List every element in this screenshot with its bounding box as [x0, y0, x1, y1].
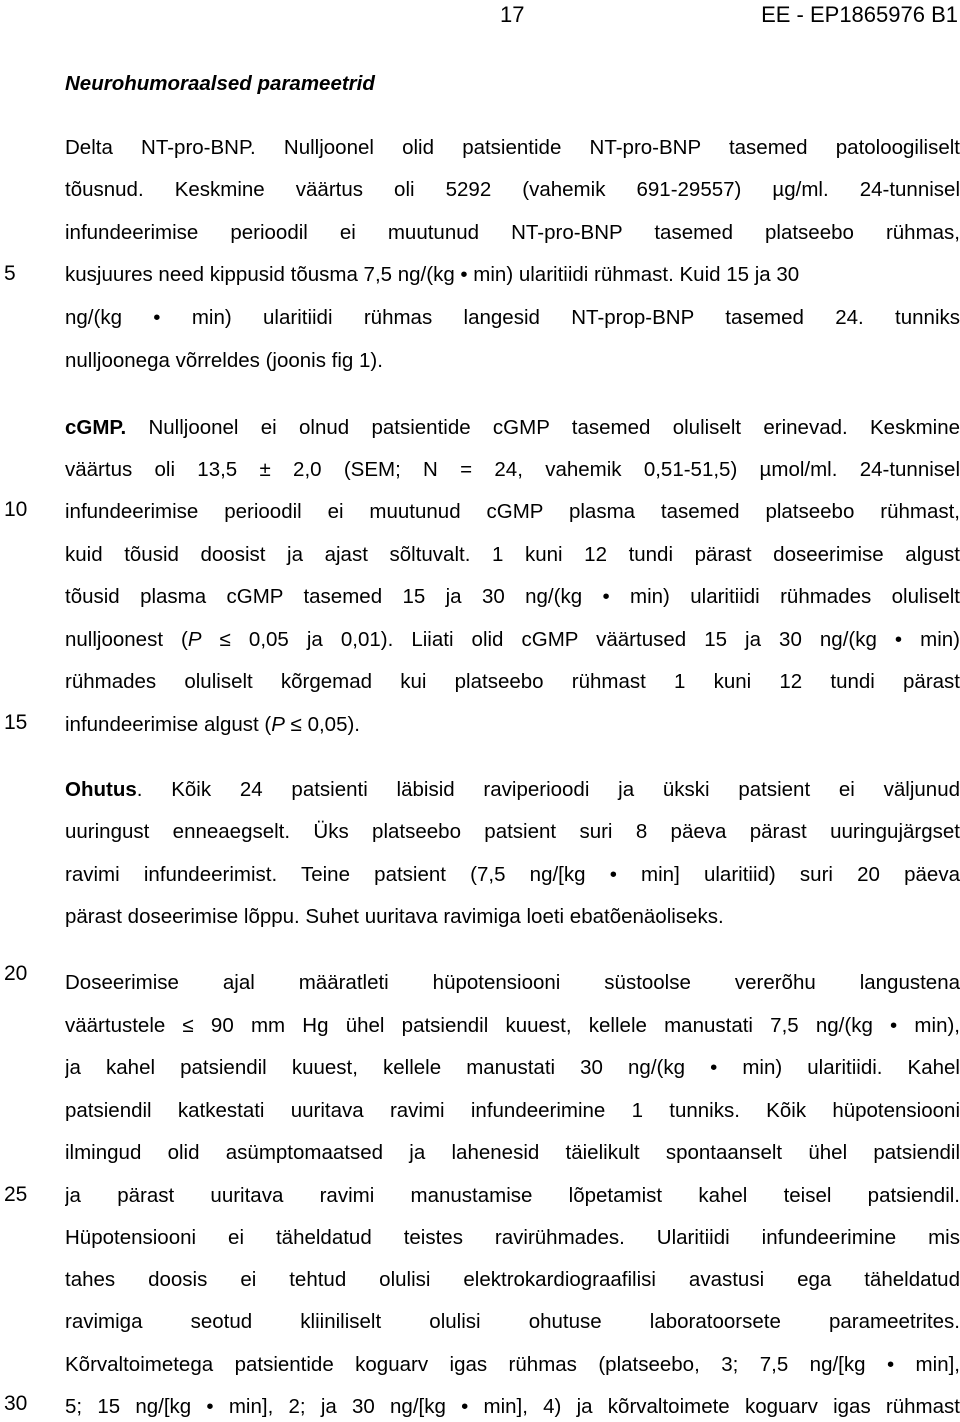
line-number-5: 5: [4, 262, 16, 285]
text-line: Delta NT-pro-BNP. Nulljoonel olid patsientide NT-pro-BNP tasemed patoloogiliselt: [65, 136, 960, 159]
text-line: [65, 776, 960, 804]
text-line: ng/(kg • min) ularitiidi rühmas langesid NT-prop-BNP tasemed 24. tunniks: [65, 306, 960, 329]
text-span: Nulljoonel ei olnud patsientide cGMP tasemed oluliselt erinevad. Keskmine: [126, 416, 960, 439]
text-line: ravimi infundeerimist. Teine patsient (7,5 ng/[kg • min] ularitiid) suri 20 päeva: [65, 863, 960, 886]
text-line: tõusnud. Keskmine väärtus oli 5292 (vahemik 691-29557) µg/ml. 24-tunnisel: [65, 178, 960, 201]
text-span: ≤ 0,05 ja 0,01). Liiati olid cGMP väärtused 15 ja 30 ng/(kg • min): [201, 628, 960, 651]
text-line: 5; 15 ng/[kg • min], 2; ja 30 ng/[kg • min], 4) ja kõrvaltoimete koguarv igas rühmast: [65, 1395, 960, 1418]
text-span: . Kõik 24 patsienti läbisid raviperioodi ja ükski patsient ei väljunud: [136, 778, 960, 801]
text-line: Hüpotensiooni ei täheldatud teistes ravirühmades. Ularitiidi infundeerimine mis: [65, 1226, 960, 1249]
ohutus-heading: Ohutus: [65, 778, 137, 801]
document-id: EE - EP1865976 B1: [761, 2, 958, 27]
text-line: infundeerimise perioodil ei muutunud NT-pro-BNP tasemed platseebo rühmas,: [65, 221, 960, 244]
text-span: infundeerimise algust (: [65, 713, 272, 736]
text-line: kuid tõusid doosist ja ajast sõltuvalt. 1 kuni 12 tundi pärast doseerimise algust: [65, 543, 960, 566]
text-line: Doseerimise ajal määratleti hüpotensiooni süstoolse vererõhu langustena: [65, 971, 960, 994]
line-number-15: 15: [4, 711, 28, 734]
text-line: [65, 414, 960, 442]
page-number: 17: [500, 2, 525, 27]
text-line: tahes doosis ei tehtud olulisi elektrokardiograafilisi avastusi ega täheldatud: [65, 1268, 960, 1291]
text-line: ravimiga seotud kliiniliselt olulisi ohutuse laboratoorsete parameetrites.: [65, 1310, 960, 1333]
text-line: väärtustele ≤ 90 mm Hg ühel patsiendil kuuest, kellele manustati 7,5 ng/(kg • min),: [65, 1014, 960, 1037]
section-title: Neurohumoraalsed parameetrid: [65, 72, 375, 95]
text-line: patsiendil katkestati uuritava ravimi infundeerimine 1 tunniks. Kõik hüpotensiooni: [65, 1099, 960, 1122]
text-line: Kõrvaltoimetega patsientide koguarv igas rühmas (platseebo, 3; 7,5 ng/[kg • min],: [65, 1353, 960, 1376]
p-symbol: P: [271, 713, 285, 736]
text-line: ja pärast uuritava ravimi manustamise lõpetamist kahel teisel patsiendil.: [65, 1184, 960, 1207]
text-span: ≤ 0,05).: [284, 713, 361, 736]
text-line: ja kahel patsiendil kuuest, kellele manustati 30 ng/(kg • min) ularitiidi. Kahel: [65, 1056, 960, 1079]
text-line: kusjuures need kippusid tõusma 7,5 ng/(kg • min) ularitiidi rühmast. Kuid 15 ja 30: [65, 263, 800, 286]
text-line: rühmades oluliselt kõrgemad kui platseebo rühmast 1 kuni 12 tundi pärast: [65, 670, 960, 693]
text-line: [65, 626, 960, 654]
text-line: infundeerimise perioodil ei muutunud cGMP plasma tasemed platseebo rühmast,: [65, 500, 960, 523]
text-line: väärtus oli 13,5 ± 2,0 (SEM; N = 24, vahemik 0,51-51,5) µmol/ml. 24-tunnisel: [65, 458, 960, 481]
text-line: tõusid plasma cGMP tasemed 15 ja 30 ng/(kg • min) ularitiidi rühmades oluliselt: [65, 585, 960, 608]
text-line: [65, 711, 960, 739]
text-line: ilmingud olid asümptomaatsed ja lahenesid täielikult spontaanselt ühel patsiendil: [65, 1141, 960, 1164]
text-span: nulljoonest (: [65, 628, 188, 651]
line-number-25: 25: [4, 1183, 28, 1206]
p-symbol: P: [187, 628, 202, 651]
line-number-30: 30: [4, 1392, 28, 1415]
text-line: nulljoonega võrreldes (joonis fig 1).: [65, 349, 383, 372]
line-number-10: 10: [4, 498, 28, 521]
text-line: pärast doseerimise lõppu. Suhet uuritava ravimiga loeti ebatõenäoliseks.: [65, 905, 724, 928]
text-line: uuringust enneaegselt. Üks platseebo patsient suri 8 päeva pärast uuringujärgset: [65, 820, 960, 843]
cgmp-heading: cGMP.: [65, 416, 127, 439]
line-number-20: 20: [4, 962, 28, 985]
